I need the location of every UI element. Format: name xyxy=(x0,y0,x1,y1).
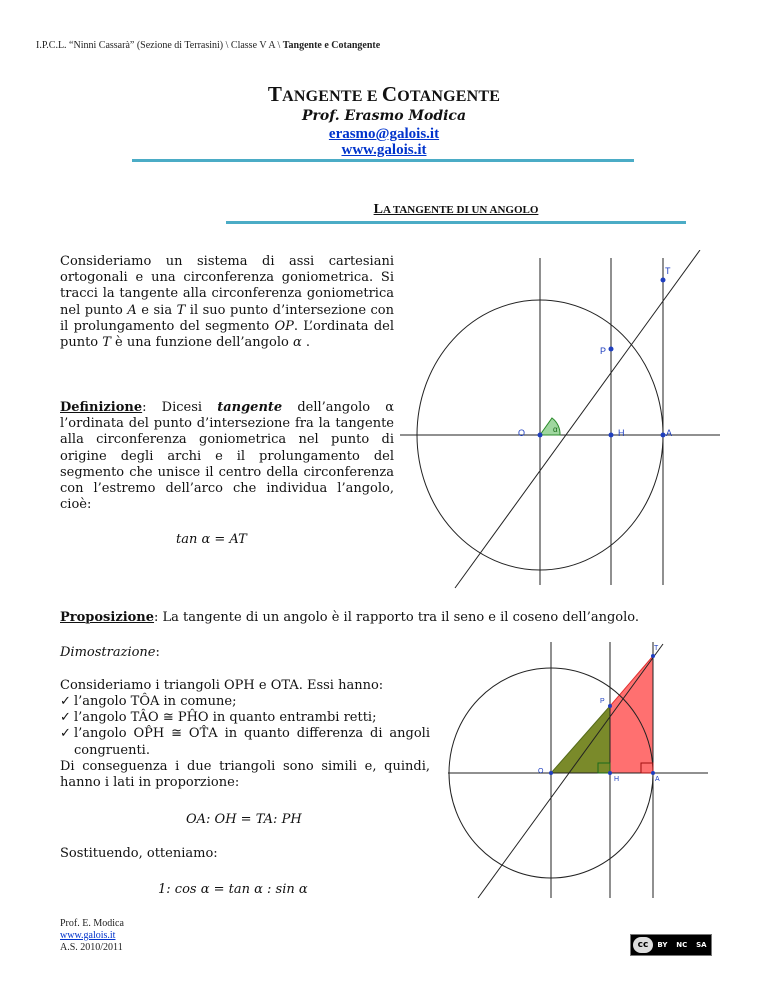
label-H: H xyxy=(618,428,625,438)
point-A xyxy=(651,771,655,775)
label-A: A xyxy=(666,428,673,438)
point-T xyxy=(651,654,655,658)
license-by: BY xyxy=(657,941,668,949)
footer xyxy=(60,918,124,954)
section-divider xyxy=(226,221,686,224)
footer-year: A.S. 2010/2011 xyxy=(60,942,123,953)
point-P xyxy=(608,704,612,708)
text-run: : xyxy=(155,645,160,660)
header-topic: Tangente e Cotangente xyxy=(282,40,381,51)
text-run: A xyxy=(127,302,137,318)
footer-site-link[interactable]: www.galois.it xyxy=(60,930,116,941)
intro-paragraph xyxy=(60,254,394,351)
page-title xyxy=(0,82,768,107)
text-run: il suo punto d’intersezione con il prolungamento del segmento xyxy=(60,302,395,334)
defined-term: tangente xyxy=(217,400,283,415)
definition-paragraph xyxy=(60,400,394,513)
proof-item xyxy=(60,694,430,710)
label-T: T xyxy=(654,645,659,652)
label-A: A xyxy=(655,776,660,783)
website-link[interactable]: www.galois.it xyxy=(341,142,427,158)
text-run: OP xyxy=(274,318,294,334)
definition-label: Definizione xyxy=(60,400,143,415)
check-icon: ✓ xyxy=(60,710,71,726)
text-run: è una funzione dell’angolo xyxy=(110,335,293,351)
cc-license-badge[interactable] xyxy=(630,934,712,956)
tangent-diagram xyxy=(400,250,720,590)
label-P: P xyxy=(600,698,605,705)
point-O xyxy=(538,433,543,438)
proof-item-text: l’angolo TÂO ≅ PĤO in quanto entrambi retti; xyxy=(74,710,377,726)
section-heading xyxy=(226,202,686,218)
title-part: OTANGENTE xyxy=(397,88,501,105)
text-run: Consideriamo un sistema di assi cartesiani ortogonali e una circonferenza goniometrica. Si tracci la tangente alla circonferenza goniometrica nel punto xyxy=(60,254,394,318)
title-part: C xyxy=(381,82,398,106)
proof-intro: Consideriamo i triangoli OPH e OTA. Essi hanno: xyxy=(60,678,384,693)
license-sa: SA xyxy=(696,941,707,949)
proof-item xyxy=(60,710,430,726)
check-icon: ✓ xyxy=(60,694,71,709)
cc-icon: cc xyxy=(633,937,653,953)
proof-label-text: Dimostrazione xyxy=(60,645,156,660)
header-text: I.P.C.L. “Ninni Cassarà” (Sezione di Terrasini) \ Classe V A \ xyxy=(36,40,283,51)
text-run: T xyxy=(176,302,186,318)
title-divider xyxy=(132,159,634,162)
label-P: P xyxy=(600,346,607,356)
label-O: O xyxy=(538,768,544,775)
text-run: : La tangente di un angolo è il rapporto tra il seno e il coseno dell’angolo. xyxy=(154,610,639,625)
label-H: H xyxy=(614,776,620,783)
license-nc: NC xyxy=(676,941,688,949)
point-T xyxy=(661,278,666,283)
proof-item-text: l’angolo TÔA in comune; xyxy=(74,694,237,709)
similar-triangles-diagram xyxy=(448,640,708,902)
proof-list xyxy=(60,694,430,759)
point-P xyxy=(609,347,614,352)
text-run: : Dicesi xyxy=(142,400,218,415)
point-A xyxy=(661,433,666,438)
footer-author: Prof. E. Modica xyxy=(60,918,124,929)
proof-item-text: l’angolo OP̂H ≅ OT̂A in quanto differenza di angoli congruenti. xyxy=(74,726,430,758)
proof-conclusion: Di conseguenza i due triangoli sono simili e, quindi, hanno i lati in proporzione: xyxy=(60,759,430,791)
license-terms xyxy=(653,941,711,949)
proposition-label: Proposizione xyxy=(60,610,155,625)
title-part: T xyxy=(267,82,283,106)
point-H xyxy=(609,433,614,438)
substitution-text: Sostituendo, otteniamo: xyxy=(60,846,218,861)
email-link[interactable]: erasmo@galois.it xyxy=(328,126,440,142)
tangent-formula: tan α = AT xyxy=(176,532,247,547)
title-part: ANGENTE E xyxy=(282,88,382,105)
author-name: Prof. Erasmo Modica xyxy=(301,108,467,124)
point-H xyxy=(608,771,612,775)
proof-label xyxy=(60,645,160,661)
text-run: e sia xyxy=(136,302,177,318)
text-run: T xyxy=(102,335,111,351)
label-O: O xyxy=(518,428,526,438)
running-header xyxy=(36,40,380,51)
text-run: . L’ordinata del punto xyxy=(60,318,394,351)
check-icon: ✓ xyxy=(60,726,71,742)
text-run: . xyxy=(301,335,310,351)
proof-item xyxy=(60,726,430,758)
result-formula: 1: cos α = tan α : sin α xyxy=(158,882,308,897)
text-run: α xyxy=(292,335,302,351)
proportion-formula: OA: OH = TA: PH xyxy=(186,812,302,827)
point-O xyxy=(549,771,553,775)
label-alpha: α xyxy=(553,425,558,434)
label-T: T xyxy=(665,266,671,276)
proposition-paragraph xyxy=(60,610,700,626)
triangle-OTA xyxy=(610,656,653,773)
text-run: dell’angolo α l’ordinata del punto d’intersezione fra la tangente alla circonferenza goniometrica nel punto di origine degli archi e il prolungamento del segmento che unisce il centro della circonferenza con l’estremo dell’arco che individua l’angolo, cioè: xyxy=(60,400,394,513)
section-part: L xyxy=(373,202,383,217)
section-part: A TANGENTE DI UN ANGOLO xyxy=(382,204,539,216)
